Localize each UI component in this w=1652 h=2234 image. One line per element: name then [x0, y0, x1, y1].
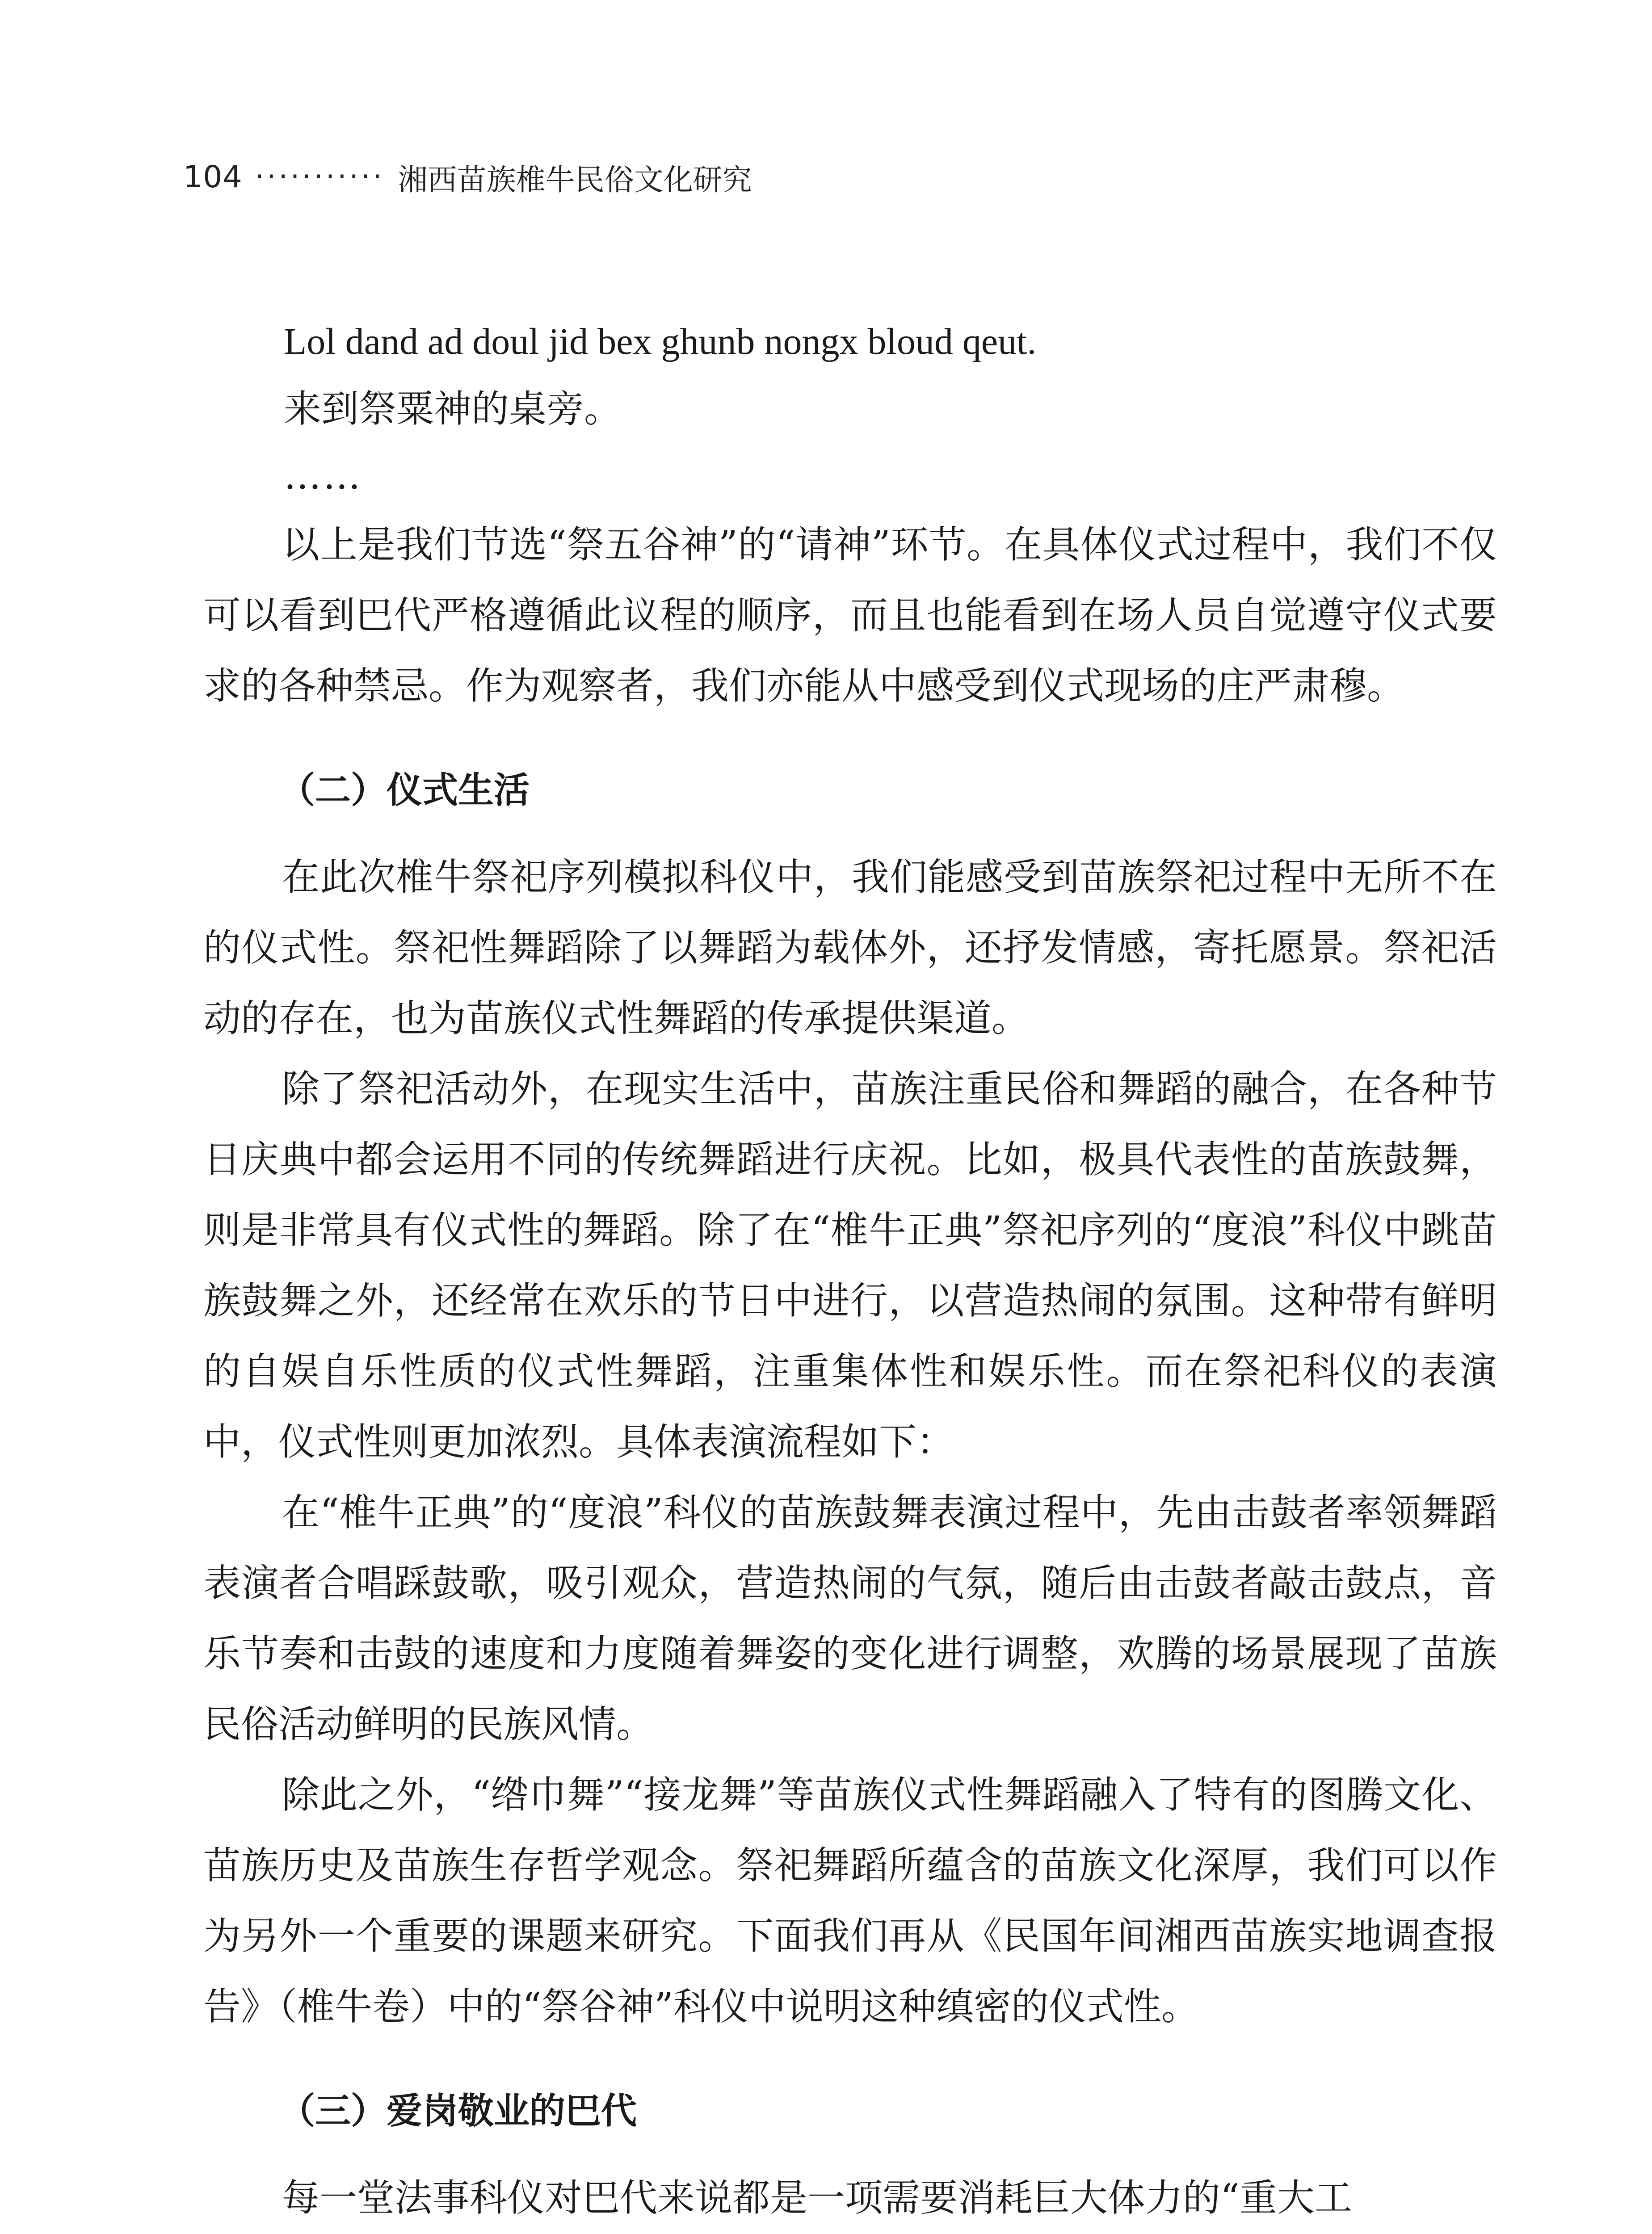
page-body [203, 308, 1497, 2233]
section-heading-dedicated-badai: （三）爱岗敬业的巴代 [279, 2090, 637, 2132]
paragraph-performance-process: 在“椎牛正典”的“度浪”科仪的苗族鼓舞表演过程中，先由击鼓者率领舞蹈表演者合唱踩鼓歌，吸引观众，营造热闹的气氛，随后由击鼓者敲击鼓点，音乐节奏和击鼓的速度和力度随着舞姿的变化进行调整，欢腾的场景展现了苗族民俗活动鲜明的民族风情。 [203, 1491, 1497, 1746]
section-heading-ritual-life: （二）仪式生活 [279, 769, 530, 811]
miao-verse-line: Lol dand ad doul jid bex ghunb nongx bloud qeut. [284, 321, 1037, 362]
paragraph-drum-dance: 除了祭祀活动外，在现实生活中，苗族注重民俗和舞蹈的融合，在各种节日庆典中都会运用不同的传统舞蹈进行庆祝。比如，极具代表性的苗族鼓舞，则是非常具有仪式性的舞蹈。除了在“椎牛正典”祭祀序列的“度浪”科仪中跳苗族鼓舞之外，还经常在欢乐的节日中进行，以营造热闹的氛围。这种带有鲜明的自娱自乐性质的仪式性舞蹈，注重集体性和娱乐性。而在祭祀科仪的表演中，仪式性则更加浓烈。具体表演流程如下： [203, 1067, 1497, 1464]
page-number: 104 [183, 159, 243, 195]
running-header [183, 150, 752, 204]
paragraph-ritual-summary: 以上是我们节选“祭五谷神”的“请神”环节。在具体仪式过程中，我们不仅可以看到巴代严格遵循此议程的顺序，而且也能看到在场人员自觉遵守仪式要求的各种禁忌。作为观察者，我们亦能从中感受到仪式现场的庄严肃穆。 [203, 523, 1497, 708]
paragraph-other-dances: 除此之外，“绺巾舞”“接龙舞”等苗族仪式性舞蹈融入了特有的图腾文化、苗族历史及苗族生存哲学观念。祭祀舞蹈所蕴含的苗族文化深厚，我们可以作为另外一个重要的课题来研究。下面我们再从《民国年间湘西苗族实地调查报告》（椎牛卷）中的“祭谷神”科仪中说明这种缜密的仪式性。 [203, 1773, 1497, 2028]
book-title: 湘西苗族椎牛民俗文化研究 [398, 162, 752, 197]
paragraph-badai-work: 每一堂法事科仪对巴代来说都是一项需要消耗巨大体力的“重大工 [282, 2176, 1352, 2220]
header-leader-dots: ··········· [255, 160, 385, 193]
paragraph-ritual-dance: 在此次椎牛祭祀序列模拟科仪中，我们能感受到苗族祭祀过程中无所不在的仪式性。祭祀性舞蹈除了以舞蹈为载体外，还抒发情感，寄托愿景。祭祀活动的存在，也为苗族仪式性舞蹈的传承提供渠道。 [203, 855, 1497, 1040]
verse-translation: 来到祭粟神的桌旁。 [284, 387, 622, 431]
verse-ellipsis: …… [284, 454, 362, 498]
